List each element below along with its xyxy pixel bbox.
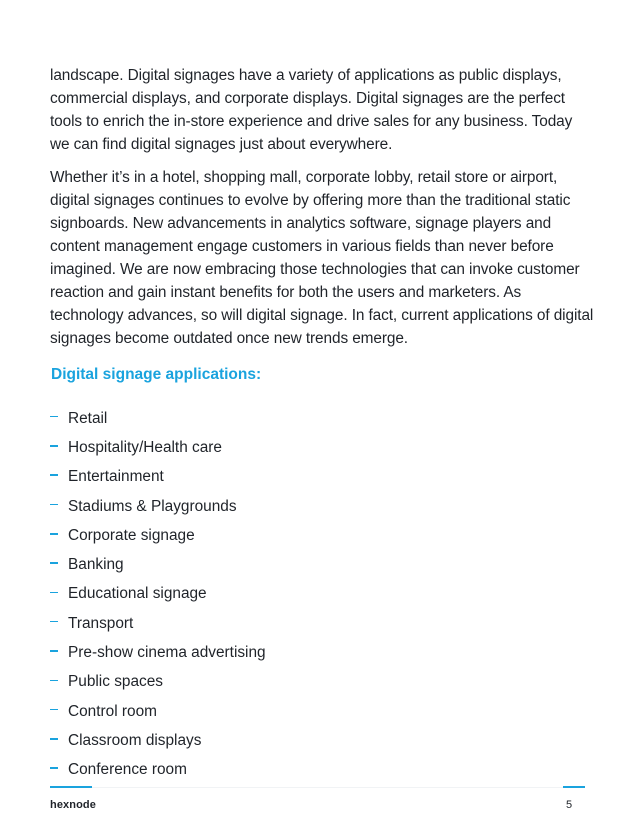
- list-item: [50, 550, 595, 579]
- list-item-label: Pre-show cinema advertising: [68, 644, 266, 662]
- dash-bullet-icon: [50, 738, 58, 740]
- list-item: [50, 668, 595, 697]
- paragraph-evolution: Whether it’s in a hotel, shopping mall, corporate lobby, retail store or airport, digital signages continues to evolve by offering more than the traditional static signboards. New advancements in analytics software, signage players and content management engage customers in various fields than never before imagined. We are now embracing those technologies that can invoke customer reaction and gain instant benefits for both the users and marketers. As technology advances, so will digital signage. In fact, current applications of digital signages become outdated once new trends emerge.: [50, 169, 594, 347]
- page-content: [50, 64, 595, 785]
- dash-bullet-icon: [50, 767, 58, 769]
- list-item: [50, 521, 595, 550]
- dash-bullet-icon: [50, 562, 58, 564]
- page-number: 5: [566, 799, 573, 811]
- list-item: [50, 638, 595, 667]
- footer-brand-logo: hexnode: [50, 799, 96, 811]
- paragraph-intro: landscape. Digital signages have a variety of applications as public displays, commercial displays, and corporate displays. Digital signages are the perfect tools to enrich the in-store experience and drive sales for any business. Today we can find digital signages just about everywhere.: [50, 67, 573, 153]
- footer-accent-rule-right: [563, 786, 585, 788]
- dash-bullet-icon: [50, 533, 58, 535]
- dash-bullet-icon: [50, 621, 58, 623]
- applications-list: [50, 404, 595, 785]
- dash-bullet-icon: [50, 709, 58, 711]
- list-item-label: Entertainment: [68, 468, 164, 486]
- list-item: [50, 463, 595, 492]
- list-item: [50, 580, 595, 609]
- dash-bullet-icon: [50, 592, 58, 594]
- dash-bullet-icon: [50, 650, 58, 652]
- dash-bullet-icon: [50, 416, 58, 418]
- list-item-label: Stadiums & Playgrounds: [68, 497, 237, 515]
- list-item: [50, 433, 595, 462]
- section-heading: Digital signage applications:: [51, 366, 262, 383]
- list-item-label: Public spaces: [68, 673, 163, 691]
- list-item: [50, 756, 595, 785]
- list-item-label: Banking: [68, 556, 124, 574]
- dash-bullet-icon: [50, 504, 58, 506]
- list-item-label: Hospitality/Health care: [68, 438, 222, 456]
- dash-bullet-icon: [50, 445, 58, 447]
- list-item: [50, 492, 595, 521]
- dash-bullet-icon: [50, 474, 58, 476]
- list-item-label: Corporate signage: [68, 526, 195, 544]
- list-item: [50, 726, 595, 755]
- list-item: [50, 697, 595, 726]
- list-item-label: Classroom displays: [68, 731, 202, 749]
- list-item-label: Conference room: [68, 761, 187, 779]
- footer-accent-rule-left: [50, 786, 92, 788]
- dash-bullet-icon: [50, 680, 58, 682]
- list-item-label: Control room: [68, 702, 157, 720]
- list-item-label: Retail: [68, 409, 108, 427]
- footer-divider: [92, 787, 563, 788]
- list-item-label: Transport: [68, 614, 134, 632]
- list-item: [50, 404, 595, 433]
- list-item: [50, 609, 595, 638]
- list-item-label: Educational signage: [68, 585, 207, 603]
